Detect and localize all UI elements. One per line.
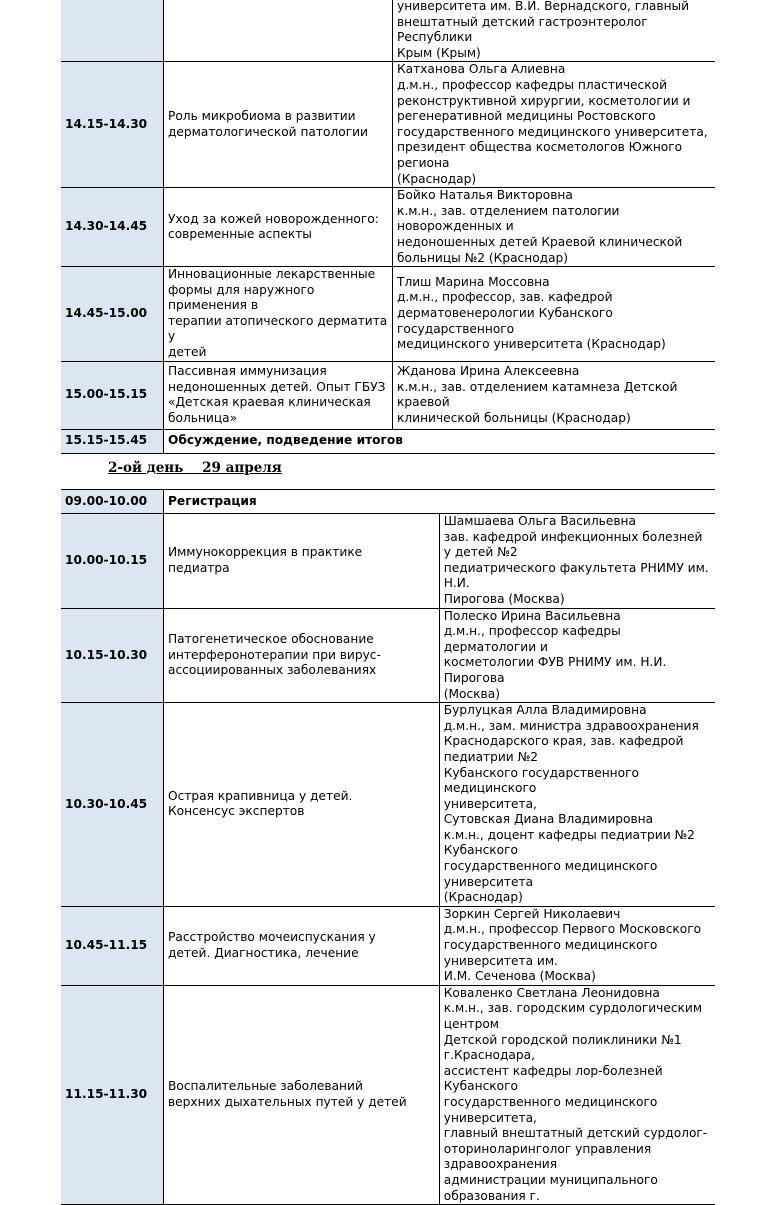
day1-program-table [61,0,715,454]
speaker-cell: университета им. В.И. Вернадского, главный внештатный детский гастроэнтеролог Республики Крым (Крым) [397,0,690,60]
speaker-cell: Шамшаева Ольга Васильевна зав. кафедрой инфекционных болезней у детей №2 педиатрического факультета РНИМУ им. Н.И. Пирогова (Москва) [443,514,709,606]
speaker-cell: Тлиш Марина Моссовна д.м.н., профессор, зав. кафедрой дерматовенерологии Кубанского государственного медицинского университета (Краснодар) [397,274,666,352]
topic-cell: Патогенетическое обоснование интерферонотерапии при вирус- ассоциированных заболеваниях [164,608,440,703]
day2-heading: 2-ой день 29 апреля [108,460,282,476]
topic-cell: Расстройство мочеиспускания у детей. Диагностика, лечение [164,906,440,985]
speaker-cell: Бурлуцкая Алла Владимировна д.м.н., зам. министра здравоохранения Краснодарского края, зав. кафедрой педиатрии №2 Кубанского государственного медицинского университета, Сутовская Диана Владимировна к.м.н., доцент кафедры педиатрии №2 Кубанского государственного медицинского университета (Краснодар) [443,703,699,905]
table-row [61,703,715,907]
time-cell: 10.00-10.15 [61,514,164,609]
speaker-cell: Бойко Наталья Викторовна к.м.н., зав. отделением патологии новорожденных и недоношенных детей Краевой клинической больницы №2 (Краснодар) [397,188,683,265]
time-cell: 10.30-10.45 [61,703,164,907]
table-row [61,608,715,703]
topic-cell: Уход за кожей новорожденного: современные аспекты [164,188,393,267]
topic-cell: Роль микробиома в развитии дерматологической патологии [164,62,393,188]
speaker-cell: Жданова Ирина Алексеевна к.м.н., зав. отделением катамнеза Детской краевой клинической больницы (Краснодар) [397,363,678,425]
topic-cell: Инновационные лекарственные формы для наружного применения в терапии атопического дерматита у детей [164,267,393,362]
time-cell: 14.45-15.00 [61,267,164,362]
table-row [61,906,715,985]
time-cell: 11.15-11.30 [61,985,164,1204]
speaker-cell: Коваленко Светлана Леонидовна к.м.н., зав. городским сурдологическим центром Детской городской поликлиники №1 г.Краснодара, ассистент кафедры лор-болезней Кубанского государственного медицинского университета, главный внештатный детский сурдолог- оториноларинголог управления здравоохранения администрации муниципального образования г. [443,985,708,1203]
time-cell: 09.00-10.00 [61,490,164,514]
time-cell [61,0,164,62]
table-row [61,985,715,1204]
speaker-cell: Зоркин Сергей Николаевич д.м.н., профессор Первого Московского государственного медицинского университета им. И.М. Сеченова (Москва) [443,906,702,984]
table-row [61,361,715,429]
table-row [61,267,715,362]
registration-label: Регистрация [168,493,257,508]
table-row [61,0,715,62]
topic-cell: Острая крапивница у детей. Консенсус экспертов [164,703,440,907]
discussion-label: Обсуждение, подведение итогов [168,433,403,448]
speaker-cell: Катханова Ольга Алиевна д.м.н., профессор кафедры пластической реконструктивной хирургии, косметологии и регенеративной медицины Ростовского государственного медицинского университета, президент общества косметологов Южного региона (Краснодар) [397,62,708,186]
table-row [61,62,715,188]
time-cell: 10.15-10.30 [61,608,164,703]
table-row [61,490,715,514]
day2-program-table [61,489,715,1205]
topic-cell [164,0,393,62]
time-cell: 14.30-14.45 [61,188,164,267]
table-row [61,429,715,453]
topic-cell: Воспалительные заболеваний верхних дыхательных путей у детей [164,985,440,1204]
topic-cell: Пассивная иммунизация недоношенных детей. Опыт ГБУЗ «Детская краевая клиническая больница» [164,361,393,429]
table-row [61,514,715,609]
time-cell: 10.45-11.15 [61,906,164,985]
topic-cell: Иммунокоррекция в практике педиатра [164,514,440,609]
time-cell: 15.15-15.45 [61,429,164,453]
speaker-cell: Полеско Ирина Васильевна д.м.н., профессор кафедры дерматологии и косметологии ФУВ РНИМУ им. Н.И. Пирогова (Москва) [443,608,667,701]
time-cell: 15.00-15.15 [61,361,164,429]
time-cell: 14.15-14.30 [61,62,164,188]
table-row [61,188,715,267]
